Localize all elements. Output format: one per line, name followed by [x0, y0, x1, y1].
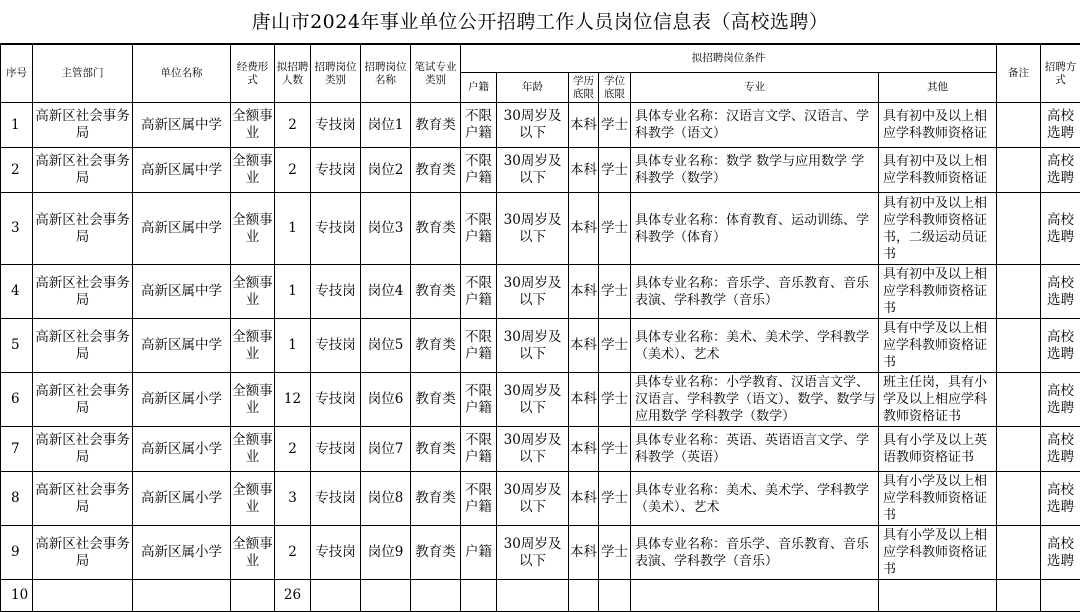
cell-unit: 高新区属小学 — [133, 427, 231, 472]
cell-other: 具有初中及以上相应学科教师资格证书 — [879, 265, 997, 319]
cell-count: 3 — [275, 472, 311, 526]
cell-note — [997, 373, 1041, 427]
table-row — [1, 148, 1080, 193]
total-row — [1, 580, 1080, 612]
cell-fund: 全额事业 — [231, 373, 275, 427]
cell-method: 高校选聘 — [1041, 265, 1080, 319]
header-huji: 户籍 — [461, 73, 497, 103]
cell-note — [997, 148, 1041, 193]
cell-type: 专技岗 — [311, 319, 361, 373]
cell-huji: 不限户籍 — [461, 373, 497, 427]
cell-fund: 全额事业 — [231, 319, 275, 373]
cell-age: 30周岁及以下 — [497, 472, 569, 526]
cell-post: 岗位4 — [361, 265, 411, 319]
cell-dept: 高新区社会事务局 — [33, 193, 133, 265]
cell-exam: 教育类 — [411, 472, 461, 526]
table-row — [1, 472, 1080, 526]
cell-type: 专技岗 — [311, 193, 361, 265]
cell-unit: 高新区属中学 — [133, 193, 231, 265]
cell-exam: 教育类 — [411, 319, 461, 373]
cell-other: 具有小学及以上相应学科教师资格证书 — [879, 472, 997, 526]
cell-exam: 教育类 — [411, 373, 461, 427]
cell-fund: 全额事业 — [231, 472, 275, 526]
cell-count: 2 — [275, 148, 311, 193]
cell-exam: 教育类 — [411, 526, 461, 580]
cell-major: 具体专业名称：美术、美术学、学科教学（美术）、艺术 — [631, 319, 879, 373]
cell-unit: 高新区属小学 — [133, 472, 231, 526]
cell-method: 高校选聘 — [1041, 319, 1080, 373]
cell-edu: 本科 — [569, 373, 599, 427]
table-row — [1, 265, 1080, 319]
cell-empty — [133, 580, 231, 612]
cell-seq: 5 — [1, 319, 33, 373]
header-major: 专业 — [631, 73, 879, 103]
cell-note — [997, 427, 1041, 472]
cell-method: 高校选聘 — [1041, 103, 1080, 148]
cell-age: 30周岁及以下 — [497, 526, 569, 580]
cell-other: 具有初中及以上相应学科教师资格证 — [879, 148, 997, 193]
cell-dept: 高新区社会事务局 — [33, 472, 133, 526]
cell-age: 30周岁及以下 — [497, 148, 569, 193]
cell-total-count: 26 — [275, 580, 311, 612]
cell-post: 岗位6 — [361, 373, 411, 427]
cell-empty — [311, 580, 361, 612]
cell-method: 高校选聘 — [1041, 193, 1080, 265]
cell-type: 专技岗 — [311, 472, 361, 526]
cell-count: 1 — [275, 193, 311, 265]
cell-age: 30周岁及以下 — [497, 265, 569, 319]
cell-post: 岗位2 — [361, 148, 411, 193]
cell-post: 岗位9 — [361, 526, 411, 580]
header-method: 招聘方式 — [1041, 45, 1080, 103]
cell-major: 具体专业名称：小学教育、汉语言文学、汉语言、学科教学（语文）、数学、数学与应用数学 学科教学（数学） — [631, 373, 879, 427]
cell-unit: 高新区属小学 — [133, 373, 231, 427]
cell-huji: 不限户籍 — [461, 472, 497, 526]
cell-age: 30周岁及以下 — [497, 193, 569, 265]
cell-edu: 本科 — [569, 103, 599, 148]
cell-dept: 高新区社会事务局 — [33, 319, 133, 373]
cell-edu: 本科 — [569, 472, 599, 526]
cell-edu: 本科 — [569, 148, 599, 193]
cell-method: 高校选聘 — [1041, 427, 1080, 472]
cell-age: 30周岁及以下 — [497, 319, 569, 373]
cell-empty — [599, 580, 631, 612]
cell-count: 2 — [275, 103, 311, 148]
positions-table — [0, 44, 1080, 612]
cell-post: 岗位5 — [361, 319, 411, 373]
cell-unit: 高新区属中学 — [133, 148, 231, 193]
header-note: 备注 — [997, 45, 1041, 103]
cell-other: 班主任岗，具有小学及以上相应学科教师资格证书 — [879, 373, 997, 427]
cell-seq: 2 — [1, 148, 33, 193]
cell-major: 具体专业名称：体育教育、运动训练、学科教学（体育） — [631, 193, 879, 265]
header-degree: 学位底限 — [599, 73, 631, 103]
cell-seq: 4 — [1, 265, 33, 319]
cell-huji: 不限户籍 — [461, 265, 497, 319]
cell-unit: 高新区属小学 — [133, 526, 231, 580]
cell-note — [997, 265, 1041, 319]
cell-empty — [997, 580, 1041, 612]
cell-type: 专技岗 — [311, 148, 361, 193]
cell-dept: 高新区社会事务局 — [33, 265, 133, 319]
cell-empty — [497, 580, 569, 612]
cell-edu: 本科 — [569, 193, 599, 265]
cell-dept: 高新区社会事务局 — [33, 526, 133, 580]
cell-dept: 高新区社会事务局 — [33, 103, 133, 148]
cell-empty — [361, 580, 411, 612]
table-row — [1, 526, 1080, 580]
cell-degree: 学士 — [599, 373, 631, 427]
cell-type: 专技岗 — [311, 373, 361, 427]
cell-edu: 本科 — [569, 265, 599, 319]
cell-edu: 本科 — [569, 427, 599, 472]
cell-fund: 全额事业 — [231, 148, 275, 193]
header-dept: 主管部门 — [33, 45, 133, 103]
cell-other: 具有初中及以上相应学科教师资格证书，二级运动员证书 — [879, 193, 997, 265]
cell-seq: 7 — [1, 427, 33, 472]
cell-seq: 1 — [1, 103, 33, 148]
cell-fund: 全额事业 — [231, 193, 275, 265]
cell-method: 高校选聘 — [1041, 526, 1080, 580]
table-row — [1, 427, 1080, 472]
cell-dept: 高新区社会事务局 — [33, 148, 133, 193]
header-edu: 学历底限 — [569, 73, 599, 103]
header-fund: 经费形式 — [231, 45, 275, 103]
cell-empty — [1041, 580, 1080, 612]
cell-empty — [631, 580, 879, 612]
cell-empty — [231, 580, 275, 612]
cell-note — [997, 319, 1041, 373]
cell-post: 岗位8 — [361, 472, 411, 526]
cell-post: 岗位7 — [361, 427, 411, 472]
cell-note — [997, 472, 1041, 526]
cell-degree: 学士 — [599, 193, 631, 265]
cell-type: 专技岗 — [311, 265, 361, 319]
cell-seq: 8 — [1, 472, 33, 526]
cell-degree: 学士 — [599, 526, 631, 580]
header-conditions: 拟招聘岗位条件 — [461, 45, 997, 73]
cell-fund: 全额事业 — [231, 103, 275, 148]
cell-degree: 学士 — [599, 427, 631, 472]
cell-method: 高校选聘 — [1041, 148, 1080, 193]
table-row — [1, 373, 1080, 427]
table-row — [1, 319, 1080, 373]
cell-exam: 教育类 — [411, 265, 461, 319]
cell-major: 具体专业名称：汉语言文学、汉语言、学科教学（语文） — [631, 103, 879, 148]
cell-age: 30周岁及以下 — [497, 373, 569, 427]
header-age: 年龄 — [497, 73, 569, 103]
cell-major: 具体专业名称：数学 数学与应用数学 学科教学（数学） — [631, 148, 879, 193]
cell-type: 专技岗 — [311, 427, 361, 472]
cell-empty — [461, 580, 497, 612]
cell-empty — [411, 580, 461, 612]
cell-huji: 不限户籍 — [461, 148, 497, 193]
cell-exam: 教育类 — [411, 427, 461, 472]
cell-count: 1 — [275, 319, 311, 373]
cell-major: 具体专业名称：音乐学、音乐教育、音乐表演、学科教学（音乐） — [631, 526, 879, 580]
cell-huji: 不限户籍 — [461, 103, 497, 148]
table-row — [1, 193, 1080, 265]
header-post: 招聘岗位名称 — [361, 45, 411, 103]
cell-degree: 学士 — [599, 265, 631, 319]
cell-seq: 3 — [1, 193, 33, 265]
cell-fund: 全额事业 — [231, 427, 275, 472]
cell-degree: 学士 — [599, 319, 631, 373]
table-row — [1, 103, 1080, 148]
cell-huji: 户籍 — [461, 526, 497, 580]
cell-age: 30周岁及以下 — [497, 427, 569, 472]
header-other: 其他 — [879, 73, 997, 103]
cell-dept: 高新区社会事务局 — [33, 427, 133, 472]
cell-degree: 学士 — [599, 103, 631, 148]
cell-other: 具有小学及以上英语教师资格证书 — [879, 427, 997, 472]
cell-count: 1 — [275, 265, 311, 319]
header-unit: 单位名称 — [133, 45, 231, 103]
cell-seq: 6 — [1, 373, 33, 427]
cell-huji: 不限户籍 — [461, 427, 497, 472]
cell-empty — [879, 580, 997, 612]
cell-type: 专技岗 — [311, 103, 361, 148]
cell-note — [997, 193, 1041, 265]
header-row-top — [1, 45, 1080, 73]
cell-type: 专技岗 — [311, 526, 361, 580]
header-exam: 笔试专业类别 — [411, 45, 461, 103]
cell-fund: 全额事业 — [231, 265, 275, 319]
cell-degree: 学士 — [599, 472, 631, 526]
cell-note — [997, 103, 1041, 148]
cell-post: 岗位3 — [361, 193, 411, 265]
cell-major: 具体专业名称：美术、美术学、学科教学（美术）、艺术 — [631, 472, 879, 526]
cell-empty — [569, 580, 599, 612]
cell-exam: 教育类 — [411, 193, 461, 265]
cell-empty — [33, 580, 133, 612]
cell-edu: 本科 — [569, 319, 599, 373]
cell-huji: 不限户籍 — [461, 193, 497, 265]
cell-note — [997, 526, 1041, 580]
cell-unit: 高新区属中学 — [133, 319, 231, 373]
cell-count: 2 — [275, 526, 311, 580]
cell-other: 具有小学及以上相应学科教师资格证书 — [879, 526, 997, 580]
cell-exam: 教育类 — [411, 103, 461, 148]
cell-other: 具有中学及以上相应学科教师资格证书 — [879, 319, 997, 373]
cell-method: 高校选聘 — [1041, 472, 1080, 526]
cell-seq: 9 — [1, 526, 33, 580]
header-count: 拟招聘人数 — [275, 45, 311, 103]
cell-exam: 教育类 — [411, 148, 461, 193]
header-seq: 序号 — [1, 45, 33, 103]
page-title: 唐山市2024年事业单位公开招聘工作人员岗位信息表（高校选聘） — [0, 0, 1080, 44]
cell-age: 30周岁及以下 — [497, 103, 569, 148]
cell-count: 2 — [275, 427, 311, 472]
cell-major: 具体专业名称：英语、英语语言文学、学科教学（英语） — [631, 427, 879, 472]
cell-method: 高校选聘 — [1041, 373, 1080, 427]
cell-unit: 高新区属中学 — [133, 265, 231, 319]
cell-seq: 10 — [1, 580, 33, 612]
cell-major: 具体专业名称：音乐学、音乐教育、音乐表演、学科教学（音乐） — [631, 265, 879, 319]
cell-dept: 高新区社会事务局 — [33, 373, 133, 427]
cell-huji: 不限户籍 — [461, 319, 497, 373]
cell-post: 岗位1 — [361, 103, 411, 148]
cell-edu: 本科 — [569, 526, 599, 580]
cell-unit: 高新区属中学 — [133, 103, 231, 148]
cell-other: 具有初中及以上相应学科教师资格证 — [879, 103, 997, 148]
cell-count: 12 — [275, 373, 311, 427]
header-type: 招聘岗位类别 — [311, 45, 361, 103]
cell-degree: 学士 — [599, 148, 631, 193]
cell-fund: 全额事业 — [231, 526, 275, 580]
